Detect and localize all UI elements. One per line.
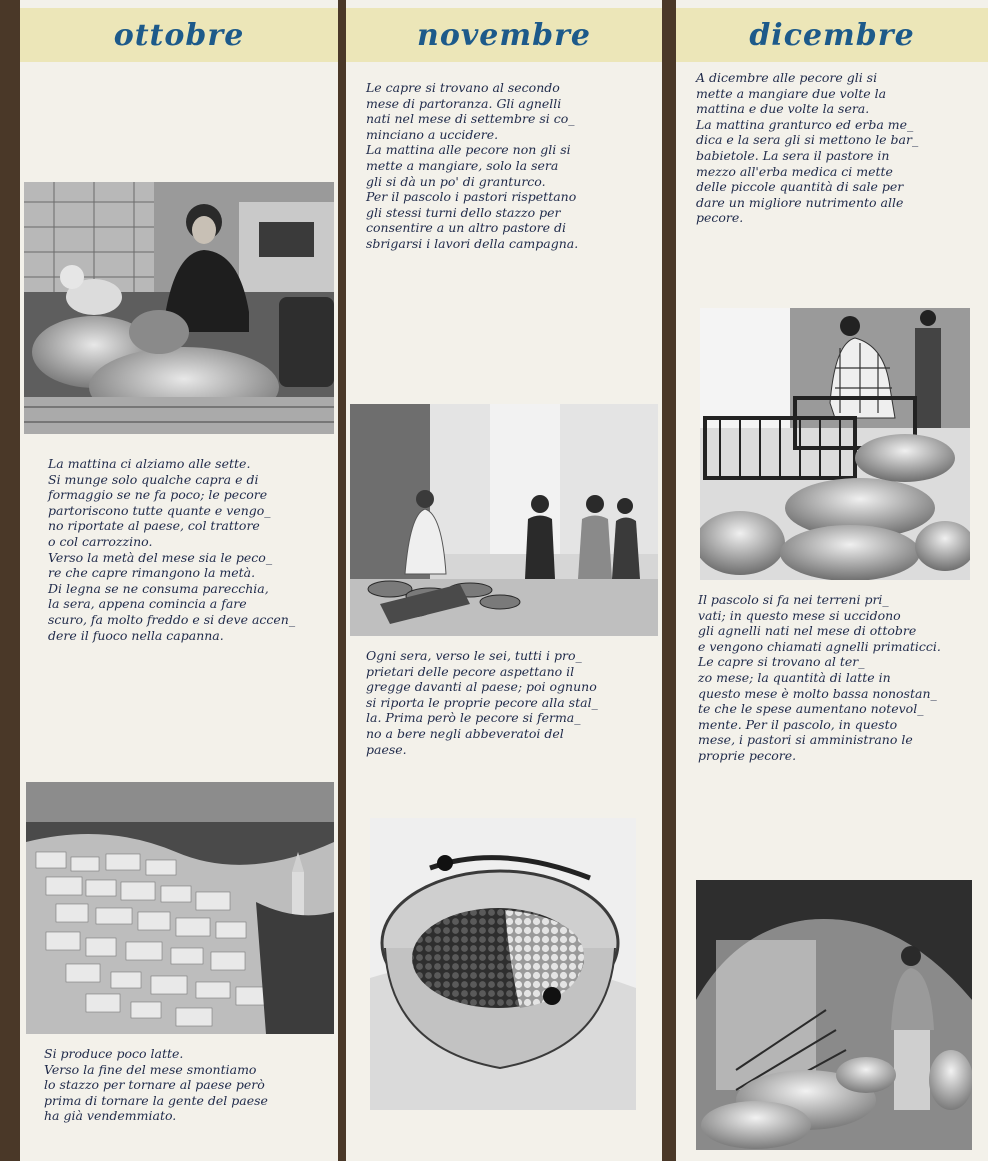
photo-people-firewood xyxy=(350,404,658,636)
photo-shepherd-truck xyxy=(24,182,334,434)
text-novembre-2: Ogni sera, verso le sei, tutti i pro_ prietari delle pecore aspettano il gregge davanti al paese; poi ognuno si riporta le proprie pecore alla stal_ la. Prima però le pecore si ferma_ no a bere negli abbeveratoi del paese. xyxy=(366,648,598,757)
divider-1 xyxy=(338,0,346,1161)
column-dicembre xyxy=(676,0,988,1161)
photo-village-aerial xyxy=(26,782,334,1034)
month-title: dicembre xyxy=(749,17,915,53)
text-ottobre-1: La mattina ci alziamo alle sette. Si munge solo qualche capra e di formaggio se ne fa poco; le pecore partoriscono tutte quante e vengo_ no riportate al paese, col trattore o col carrozzino. Verso la metà del mese sia le peco_ re che capre rimangono la metà. Di legna se ne consuma parecchia, la sera, appena comincia a fare scuro, fa molto freddo e si deve accen_ dere il fuoco nella capanna. xyxy=(48,456,296,643)
left-edge-board xyxy=(0,0,20,1161)
photo-stable-sheep xyxy=(696,880,972,1150)
text-dicembre-2: Il pascolo si fa nei terreni pri_ vati; in questo mese si uccidono gli agnelli nati nel mese di ottobre e vengono chiamati agnelli primaticci. Le capre si trovano al ter_ zo mese; la quantità di latte in questo mese è molto bassa nonostan_ te che le spese aumentano notevol_ mente. Per il pascolo, in questo mese, i pastori si amministrano le proprie pecore. xyxy=(698,592,941,763)
text-novembre-1: Le capre si trovano al secondo mese di partoranza. Gli agnelli nati nel mese di settembre si co_ minciano a uccidere. La mattina alle pecore non gli si mette a mangiare, solo la sera gli si dà un po' di granturco. Per il pascolo i pastori rispettano gli stessi turni dello stazzo per consentire a un altro pastore di sbrigarsi i lavori della campagna. xyxy=(366,80,579,251)
month-header xyxy=(346,8,662,62)
month-header xyxy=(676,8,988,62)
divider-2 xyxy=(662,0,676,1161)
column-novembre xyxy=(346,0,662,1161)
column-ottobre xyxy=(20,0,338,1161)
month-header xyxy=(20,8,338,62)
text-ottobre-2: Si produce poco latte. Verso la fine del mese smontiamo lo stazzo per tornare al paese però prima di tornare la gente del paese ha già vendemmiato. xyxy=(44,1046,268,1124)
month-title: ottobre xyxy=(113,17,245,53)
photo-bowl-legumes xyxy=(370,818,636,1110)
text-dicembre-1: A dicembre alle pecore gli si mette a mangiare due volte la mattina e due volte la sera. La mattina granturco ed erba me_ dica e la sera gli si mettono le bar_ babietole. La sera il pastore in mezzo all'erba medica ci mette delle piccole quantità di sale per dare un migliore nutrimento alle pecore. xyxy=(696,70,919,226)
month-title: novembre xyxy=(417,17,591,53)
photo-feeding-sheep xyxy=(700,308,970,580)
